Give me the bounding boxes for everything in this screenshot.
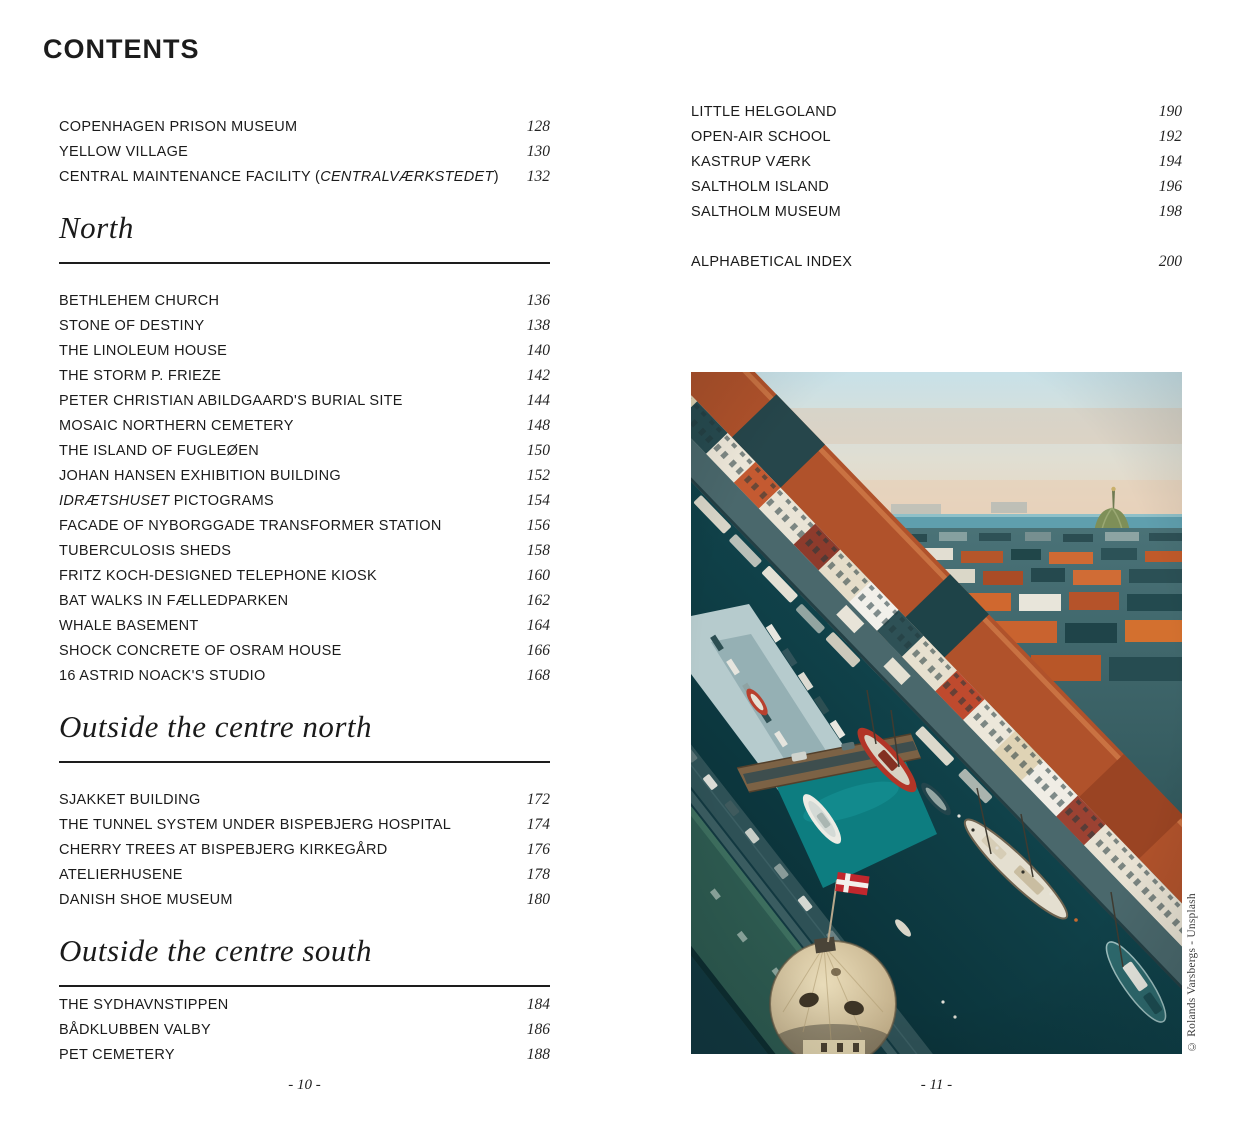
toc-entry (59, 413, 550, 438)
toc-entry (691, 174, 1182, 199)
section-heading: Outside the centre south (59, 933, 373, 968)
section-heading: North (59, 210, 134, 245)
toc-entry (691, 199, 1182, 224)
toc-entry-page: 180 (526, 891, 550, 908)
toc-entry-label: SHOCK CONCRETE OF OSRAM HOUSE (59, 643, 342, 659)
toc-entry-label: THE SYDHAVNSTIPPEN (59, 997, 229, 1013)
toc-entry-page: 188 (526, 1046, 550, 1063)
toc-entry (59, 463, 550, 488)
toc-entry-label: THE LINOLEUM HOUSE (59, 343, 228, 359)
toc-entry (59, 288, 550, 313)
toc-entry-page: 156 (526, 517, 550, 534)
photo-nyhavn-aerial (691, 372, 1182, 1054)
toc-entry (59, 438, 550, 463)
nyhavn-photo-illustration (691, 372, 1182, 1054)
toc-entry-label: THE STORM P. FRIEZE (59, 368, 222, 384)
toc-entry-label: PET CEMETERY (59, 1047, 175, 1063)
toc-entry-page: 158 (526, 542, 550, 559)
toc-entry (59, 313, 550, 338)
toc-sections (59, 209, 550, 1067)
toc-entry-label: IDRÆTSHUSET PICTOGRAMS (59, 493, 274, 509)
toc-list (59, 787, 550, 912)
toc-entry-label: BÅDKLUBBEN VALBY (59, 1022, 212, 1038)
toc-entry-page: 150 (526, 442, 550, 459)
toc-entry-page: 178 (526, 866, 550, 883)
toc-entry-label: ATELIERHUSENE (59, 867, 183, 883)
page-number-right: - 11 - (920, 1077, 953, 1093)
toc-entry-label: BAT WALKS IN FÆLLEDPARKEN (59, 593, 289, 609)
toc-entry-page: 200 (1158, 253, 1182, 270)
right-page-column (691, 99, 1182, 274)
toc-entry-label: SALTHOLM ISLAND (691, 179, 829, 195)
section-rule (59, 262, 550, 264)
toc-entry (59, 388, 550, 413)
toc-entry-page: 184 (526, 996, 550, 1013)
toc-entry-page: 164 (526, 617, 550, 634)
toc-entry (59, 663, 550, 688)
toc-entry (59, 513, 550, 538)
left-page-column (59, 114, 550, 1067)
toc-entry (59, 363, 550, 388)
toc-entry-page: 148 (526, 417, 550, 434)
toc-entry (59, 887, 550, 912)
toc-entry-page: 190 (1158, 103, 1182, 120)
toc-right-list (691, 99, 1182, 224)
page-title: CONTENTS (43, 34, 200, 64)
toc-entry-label: KASTRUP VÆRK (691, 154, 812, 170)
toc-entry (59, 164, 550, 189)
toc-entry-label: BETHLEHEM CHURCH (59, 293, 220, 309)
toc-entry (59, 538, 550, 563)
toc-entry (59, 862, 550, 887)
toc-entry (59, 588, 550, 613)
toc-entry-page: 142 (526, 367, 550, 384)
toc-entry (59, 114, 550, 139)
toc-entry-label: LITTLE HELGOLAND (691, 104, 837, 120)
toc-entry-label: STONE OF DESTINY (59, 318, 205, 334)
toc-entry (59, 812, 550, 837)
toc-entry-page: 168 (526, 667, 550, 684)
toc-entry-page: 132 (526, 168, 550, 185)
section-heading: Outside the centre north (59, 709, 373, 744)
toc-entry-alphabetical-index (691, 249, 1182, 274)
toc-entry-label: JOHAN HANSEN EXHIBITION BUILDING (59, 468, 341, 484)
toc-entry-page: 136 (526, 292, 550, 309)
toc-entry-page: 176 (526, 841, 550, 858)
toc-entry-page: 160 (526, 567, 550, 584)
toc-entry-page: 130 (526, 143, 550, 160)
toc-entry-page: 194 (1158, 153, 1182, 170)
toc-entry-label: YELLOW VILLAGE (59, 144, 189, 160)
toc-entry (59, 992, 550, 1017)
toc-entry (59, 613, 550, 638)
toc-entry-label: CENTRAL MAINTENANCE FACILITY (CENTRALVÆRKSTEDET) (59, 169, 499, 185)
page-number-left: - 10 - (288, 1077, 321, 1093)
photo-credit: © Rolands Varsbergs - Unsplash (1186, 893, 1198, 1052)
toc-entry (59, 1042, 550, 1067)
toc-entry-label: ALPHABETICAL INDEX (691, 254, 853, 270)
section-rule (59, 761, 550, 763)
toc-section-north (59, 209, 550, 688)
toc-entry-label: FACADE OF NYBORGGADE TRANSFORMER STATION (59, 518, 442, 534)
toc-entry-label: FRITZ KOCH-DESIGNED TELEPHONE KIOSK (59, 568, 378, 584)
toc-entry (691, 124, 1182, 149)
toc-entry-page: 198 (1158, 203, 1182, 220)
toc-entry-page: 162 (526, 592, 550, 609)
toc-entry (59, 1017, 550, 1042)
toc-entry-label: 16 ASTRID NOACK'S STUDIO (59, 668, 266, 684)
toc-entry (691, 149, 1182, 174)
toc-entry-label: CHERRY TREES AT BISPEBJERG KIRKEGÅRD (59, 842, 388, 858)
toc-entry-label: TUBERCULOSIS SHEDS (59, 543, 232, 559)
toc-entry-page: 138 (526, 317, 550, 334)
toc-entry-page: 172 (526, 791, 550, 808)
toc-entry (59, 563, 550, 588)
section-rule (59, 985, 550, 987)
toc-entry-page: 186 (526, 1021, 550, 1038)
toc-section-outside-centre-south (59, 932, 550, 1067)
toc-entry (59, 488, 550, 513)
toc-entry-label: OPEN-AIR SCHOOL (691, 129, 831, 145)
toc-list (59, 288, 550, 688)
toc-entry (691, 99, 1182, 124)
toc-entry-page: 174 (526, 816, 550, 833)
toc-entry-page: 196 (1158, 178, 1182, 195)
toc-entry-label: WHALE BASEMENT (59, 618, 199, 634)
toc-entry-page: 144 (526, 392, 550, 409)
toc-entry-label: SJAKKET BUILDING (59, 792, 201, 808)
toc-list (59, 992, 550, 1067)
toc-intro-list (59, 114, 550, 189)
toc-entry (59, 638, 550, 663)
toc-entry-label: THE TUNNEL SYSTEM UNDER BISPEBJERG HOSPITAL (59, 817, 452, 833)
toc-entry-label: PETER CHRISTIAN ABILDGAARD'S BURIAL SITE (59, 393, 403, 409)
toc-entry-label: SALTHOLM MUSEUM (691, 204, 842, 220)
toc-entry-label: MOSAIC NORTHERN CEMETERY (59, 418, 294, 434)
toc-entry (59, 338, 550, 363)
toc-section-outside-centre-north (59, 708, 550, 912)
toc-entry (59, 837, 550, 862)
toc-entry (59, 787, 550, 812)
toc-entry-page: 192 (1158, 128, 1182, 145)
toc-entry-page: 140 (526, 342, 550, 359)
toc-entry-label: THE ISLAND OF FUGLEØEN (59, 443, 259, 459)
toc-entry-page: 166 (526, 642, 550, 659)
toc-entry-page: 128 (526, 118, 550, 135)
toc-entry-page: 154 (526, 492, 550, 509)
toc-entry (59, 139, 550, 164)
toc-entry-label: COPENHAGEN PRISON MUSEUM (59, 119, 298, 135)
toc-entry-label: DANISH SHOE MUSEUM (59, 892, 233, 908)
toc-entry-page: 152 (526, 467, 550, 484)
